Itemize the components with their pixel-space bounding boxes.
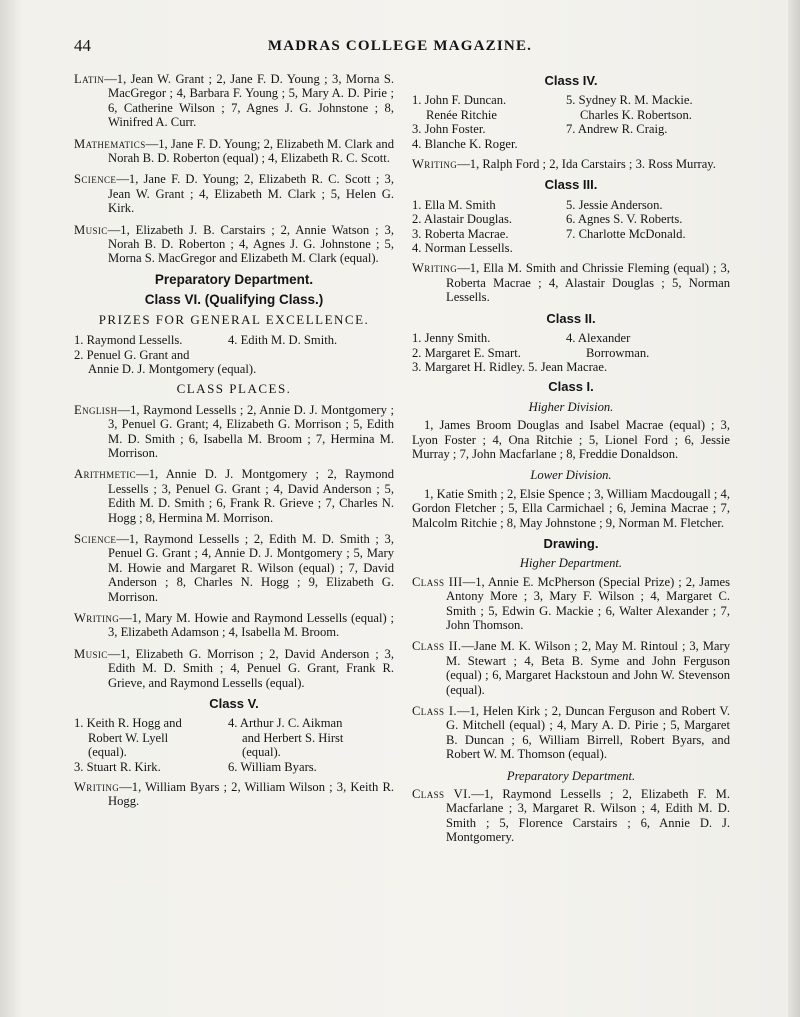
- results-text: —1, Jane F. D. Young; 2, Elizabeth M. Clark and Norah B. D. Roberton (equal) ; 4, Elizabeth R. C. Scott.: [108, 136, 394, 166]
- list-item: and Herbert S. Hirst: [242, 730, 344, 745]
- subject-label: Writing: [412, 157, 458, 172]
- english-results: [74, 403, 394, 461]
- list-item: 3. Roberta Macrae.: [412, 226, 509, 241]
- list-item: 4. Alexander: [566, 331, 631, 346]
- list-item: Charles K. Robertson.: [580, 107, 692, 122]
- list-item: [566, 241, 736, 255]
- higher-division-subheading: Higher Division.: [528, 399, 614, 414]
- results-text: —1, Mary M. Howie and Raymond Lessells (equal) ; 3, Elizabeth Adamson ; 4, Isabella M. Broom.: [108, 611, 394, 640]
- subject-label: Science: [74, 531, 117, 546]
- subject-label: English: [74, 402, 118, 417]
- class-i-heading: Class I.: [548, 379, 594, 395]
- list-item: (equal).: [88, 745, 127, 760]
- drawing-class-iii: [412, 575, 730, 633]
- list-item: 1. John F. Duncan.: [412, 93, 507, 108]
- class-places-heading: CLASS PLACES.: [176, 381, 292, 397]
- results-text: —1, Raymond Lessells ; 2, Edith M. D. Smith ; 3, Penuel G. Grant ; 4, Annie D. J. Montgomery ; 5, Mary M. Howie and Margaret R. Wilson (equal) ; 7, David Anderson ; 8, Charles N. Hogg ; 9, Elizabeth G. Morrison.: [108, 531, 394, 604]
- class-i-lower-results: 1, Katie Smith ; 2, Elsie Spence ; 3, William Macdougall ; 4, Gordon Fletcher ; 5, Ella Carmichael ; 6, Jemina Macrae ; 7, Malcolm Ritchie ; 8, May Johnstone ; 9, Norman M. Fletcher.: [412, 486, 730, 530]
- results-text: —1, William Byars ; 2, William Wilson ; 3, Keith R. Hogg.: [108, 780, 394, 809]
- class-iv-list: [412, 93, 730, 151]
- page-edge-shadow: [788, 0, 800, 1017]
- subject-label: Science: [74, 172, 117, 187]
- science-results: [74, 172, 394, 215]
- class-iv-writing: [412, 157, 730, 171]
- latin-results: [74, 72, 394, 130]
- list-item: 7. Andrew R. Craig.: [566, 122, 668, 137]
- drawing-class-i: [412, 704, 730, 762]
- results-text: —1, Ralph Ford ; 2, Ida Carstairs ; 3. Ross Murray.: [457, 157, 716, 172]
- drawing-class-ii: [412, 639, 730, 697]
- list-item: 5. Jessie Anderson.: [566, 197, 663, 212]
- drawing-class-vi: [412, 787, 730, 845]
- list-item: 1. Keith R. Hogg and: [74, 716, 182, 731]
- prize-item: 1. Raymond Lessells.: [74, 333, 183, 348]
- mathematics-results: [74, 137, 394, 166]
- prize-item: 2. Penuel G. Grant and: [74, 347, 190, 362]
- subject-label: Writing: [74, 611, 120, 625]
- left-column: [74, 72, 394, 816]
- list-item: 5. Sydney R. M. Mackie.: [566, 93, 693, 108]
- music-results-prep: [74, 647, 394, 690]
- preparatory-heading: Preparatory Department.: [154, 271, 314, 287]
- higher-department-subheading: Higher Department.: [519, 556, 623, 571]
- list-item: 3. Stuart R. Kirk.: [74, 759, 161, 774]
- class-iii-writing: [412, 261, 730, 304]
- list-item: 1. Jenny Smith.: [412, 331, 491, 346]
- list-item: 1. Ella M. Smith: [412, 197, 496, 212]
- results-text: —Jane M. K. Wilson ; 2, May M. Rintoul ; 3, Mary M. Stewart ; 4, Beta B. Syme and John Ferguson (equal) ; 6, Margaret Hackstoun and John W. Stevenson (equal).: [446, 639, 730, 697]
- list-item: 4. Norman Lessells.: [412, 241, 513, 256]
- arithmetic-results: [74, 467, 394, 525]
- results-text: —1, Ella M. Smith and Chrissie Fleming (equal) ; 3, Roberta Macrae ; 4, Alastair Douglas ; 5, Norman Lessells.: [446, 261, 730, 305]
- list-item: 2. Margaret E. Smart.: [412, 345, 521, 360]
- class-v-writing: [74, 780, 394, 809]
- class-iii-heading: Class III.: [544, 177, 598, 193]
- prizes-list-continued: [74, 348, 394, 377]
- music-results: [74, 223, 394, 266]
- class-iii-list: [412, 198, 730, 256]
- list-item: 6. William Byars.: [228, 759, 317, 774]
- results-text: —1, Annie D. J. Montgomery ; 2, Raymond Lessells ; 3, Penuel G. Grant ; 4, David Anderson ; 5, Edith M. D. Smith ; 6, Frank R. Grieve ; 7, Charles N. Hogg ; 8, Hermina M. Morrison.: [108, 467, 394, 525]
- right-column: [412, 72, 730, 852]
- list-item: 4. Blanche K. Roger.: [412, 136, 518, 151]
- prizes-heading: PRIZES FOR GENERAL EXCELLENCE.: [98, 311, 370, 327]
- prizes-list: [74, 333, 394, 347]
- list-item: Borrowman.: [586, 345, 650, 360]
- class-ii-list-continued: [412, 360, 730, 374]
- results-text: —1, Jean W. Grant ; 2, Jane F. D. Young ; 3, Morna S. MacGregor ; 4, Barbara F. Young ; 5, Mary A. D. Pirie ; 6, Catherine Wilson ; 7, Agnes J. G. Johnstone ; 8, Winifred A. Curr.: [104, 72, 394, 130]
- list-item: Robert W. Lyell: [88, 730, 169, 745]
- results-text: —1, Helen Kirk ; 2, Duncan Ferguson and Robert V. G. Mitchell (equal) ; 4, Mary A. D. Pirie ; 5, Margaret B. Duncan ; 6, William Birrell, Robert Byars, and Robert W. M. Thomson (equal).: [446, 704, 730, 762]
- class-v-heading: Class V.: [209, 696, 259, 712]
- list-item: 4. Arthur J. C. Aikman: [228, 716, 343, 731]
- class-ii-heading: Class II.: [546, 310, 596, 326]
- results-text: —1, Elizabeth G. Morrison ; 2, David Anderson ; 3, Edith M. D. Smith ; 4, Penuel G. Grant, Frank R. Grieve, and Raymond Lessells (equal).: [107, 646, 394, 690]
- class-iv-heading: Class IV.: [544, 73, 598, 88]
- results-text: —1, Annie E. McPherson (Special Prize) ; 2, James Antony More ; 3, Mary F. Wilson ; 4, Margaret C. Smith ; 5, Edwin G. Mackie ; 6, Walter Alexander ; 7, John Thomson.: [446, 574, 730, 632]
- writing-results-prep: [74, 611, 394, 640]
- list-item: (equal).: [242, 745, 281, 760]
- drawing-heading: Drawing.: [543, 535, 599, 551]
- lower-division-subheading: Lower Division.: [530, 468, 612, 483]
- class-label: Class II.: [412, 639, 462, 654]
- list-item: 3. John Foster.: [412, 122, 486, 137]
- list-item: Renée Ritchie: [426, 107, 497, 122]
- class-vi-heading: Class VI. (Qualifying Class.): [144, 292, 324, 308]
- subject-label: Writing: [74, 780, 120, 795]
- prize-item: Annie D. J. Montgomery (equal).: [88, 361, 257, 376]
- results-text: —1, Elizabeth J. B. Carstairs ; 2, Annie Watson ; 3, Norah B. D. Roberton ; 4, Agnes J. G. Johnstone ; 5, Morna S. MacGregor and Elizabeth M. Clark (equal).: [107, 222, 394, 266]
- subject-label: Music: [74, 646, 108, 661]
- results-text: —1, Raymond Lessells ; 2, Annie D. J. Montgomery ; 3, Penuel G. Grant; 4, Elizabeth G. Morrison ; 5, Edith M. D. Smith ; 6, Isabella M. Broom ; 7, Hermina M. Morrison.: [108, 402, 394, 460]
- list-item: 6. Agnes S. V. Roberts.: [566, 212, 683, 227]
- science-results-prep: [74, 532, 394, 604]
- results-text: —1, Jane F. D. Young; 2, Elizabeth R. C. Scott ; 3, Jean W. Grant ; 4, Elizabeth M. Clark ; 5, Helen G. Kirk.: [108, 172, 394, 216]
- page-number: 44: [74, 36, 91, 55]
- preparatory-department-subheading: Preparatory Department.: [506, 768, 636, 783]
- class-ii-list: [412, 331, 730, 360]
- class-label: Class I.: [412, 704, 457, 719]
- subject-label: Writing: [412, 261, 458, 276]
- subject-label: Arithmetic: [74, 467, 137, 482]
- subject-label: Latin: [74, 72, 105, 86]
- list-item: [566, 137, 736, 151]
- results-text: —1, Raymond Lessells ; 2, Elizabeth F. M. Macfarlane ; 3, Margaret R. Wilson ; 4, Edith M. D. Smith ; 5, Florence Carstairs ; 6, Annie D. J. Montgomery.: [446, 787, 730, 845]
- class-label: Class III: [412, 574, 463, 589]
- subject-label: Mathematics: [74, 136, 146, 151]
- list-item: 7. Charlotte McDonald.: [566, 226, 686, 241]
- class-v-list: [74, 716, 394, 774]
- list-item: 3. Margaret H. Ridley. 5. Jean Macrae.: [412, 359, 608, 374]
- subject-label: Music: [74, 222, 108, 237]
- list-item: 2. Alastair Douglas.: [412, 212, 513, 227]
- running-title: MADRAS COLLEGE MAGAZINE.: [267, 38, 533, 54]
- class-label: Class VI.: [412, 787, 472, 802]
- prize-item: 4. Edith M. D. Smith.: [228, 333, 338, 348]
- class-i-higher-results: 1, James Broom Douglas and Isabel Macrae (equal) ; 3, Lyon Foster ; 4, Ona Ritchie ; 5, Lionel Ford ; 6, Jessie Murray ; 7, John Macfarlane ; 8, Freddie Donaldson.: [412, 418, 730, 461]
